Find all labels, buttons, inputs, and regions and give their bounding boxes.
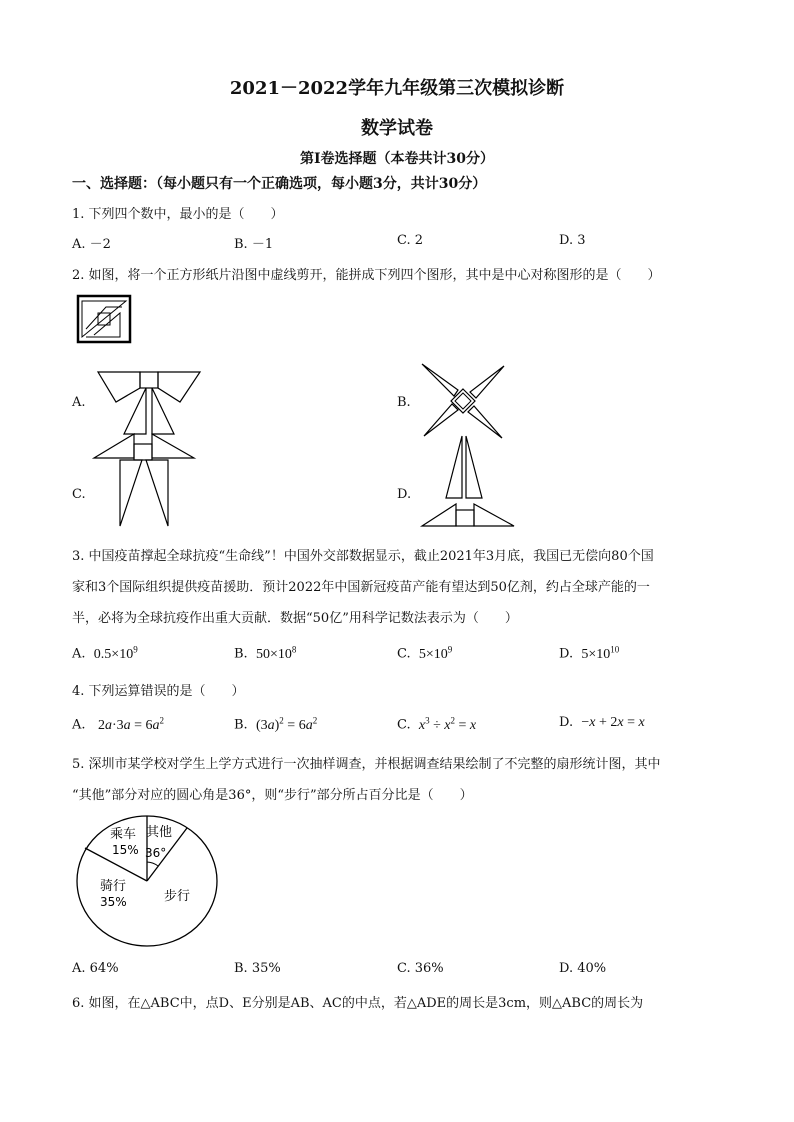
q5-pie-chart <box>72 810 222 950</box>
exam-subtitle: 数学试卷 <box>361 118 433 139</box>
q1-option-c: C. 2 <box>397 233 424 248</box>
q3-option-d: D. $5\times 10^{10}$ <box>559 644 620 662</box>
q5-line-2: “其他”部分对应的圆心角是36°，则“步行”部分所占百分比是（ ） <box>72 788 473 803</box>
q2-figure-b <box>418 360 508 442</box>
pie-label-other-deg: 36° <box>145 846 167 860</box>
pie-label-walk: 步行 <box>164 889 191 904</box>
q6-stem: 6. 如图，在△ABC中，点D、E分别是AB、AC的中点，若△ADE的周长是3cm，则△ABC的周长为 <box>72 996 644 1011</box>
q1-option-b: B. －1 <box>234 237 274 252</box>
q2-option-a-label: A. <box>72 395 86 410</box>
pie-label-bus-pct: 15% <box>112 843 139 857</box>
q5-option-c: C. 36% <box>397 961 444 976</box>
pie-label-bus: 乘车 <box>110 827 137 842</box>
q2-stem: 2. 如图，将一个正方形纸片沿图中虚线剪开，能拼成下列四个图形，其中是中心对称图形的是（ ） <box>72 268 661 283</box>
q5-line-1: 5. 深圳市某学校对学生上学方式进行一次抽样调查，并根据调查结果绘制了不完整的扇形统计图，其中 <box>72 757 661 772</box>
part-title: 第Ⅰ卷选择题（本卷共计30分） <box>299 151 495 167</box>
q1-stem: 1. 下列四个数中，最小的是（ ） <box>72 207 284 222</box>
pie-label-bike-pct: 35% <box>100 895 127 909</box>
q2-option-d-label: D. <box>397 487 412 502</box>
q2-figure-a <box>94 368 204 438</box>
q2-figure-d <box>418 432 518 528</box>
q3-option-c: C. $5\times 10^9$ <box>397 644 453 662</box>
exam-title: 2021－2022学年九年级第三次模拟诊断 <box>229 78 565 99</box>
q4-option-d: D. −x + 2x = x <box>559 715 645 730</box>
q3-option-b: B. $50\times 10^8$ <box>234 644 297 662</box>
pie-label-other: 其他 <box>146 825 173 840</box>
q4-option-a: A. $2a\cdot 3a = 6a^2$ <box>72 715 165 733</box>
q1-option-d: D. 3 <box>559 233 586 248</box>
q4-option-b: B. $(3a)^2 = 6a^2$ <box>234 715 318 733</box>
q3-line-1: 3. 中国疫苗撑起全球抗疫“生命线”！中国外交部数据显示，截止2021年3月底，我国已无偿向80个国 <box>72 549 654 564</box>
q3-option-a: A. $0.5\times 10^9$ <box>72 644 138 662</box>
q4-stem: 4. 下列运算错误的是（ ） <box>72 684 245 699</box>
q2-option-c-label: C. <box>72 487 86 502</box>
q3-line-2: 家和3个国际组织提供疫苗援助．预计2022年中国新冠疫苗产能有望达到50亿剂，约占全球产能的一 <box>72 580 650 595</box>
section-title: 一、选择题：（每小题只有一个正确选项，每小题3分，共计30分） <box>72 176 487 192</box>
q3-line-3: 半，必将为全球抗疫作出重大贡献．数据“50亿”用科学记数法表示为（ ） <box>72 611 518 626</box>
q5-option-b: B. 35% <box>234 961 281 976</box>
q4-option-c: C. $x^3 \div x^2 = x$ <box>397 715 477 733</box>
q1-option-a: A. －2 <box>72 237 111 252</box>
q2-figure-c <box>90 430 200 530</box>
q5-option-d: D. 40% <box>559 961 607 976</box>
pie-angle-arc <box>147 862 158 866</box>
q2-square-figure <box>74 293 134 345</box>
q2-option-b-label: B. <box>397 395 411 410</box>
pie-label-bike: 骑行 <box>100 879 127 894</box>
q5-option-a: A. 64% <box>72 961 119 976</box>
